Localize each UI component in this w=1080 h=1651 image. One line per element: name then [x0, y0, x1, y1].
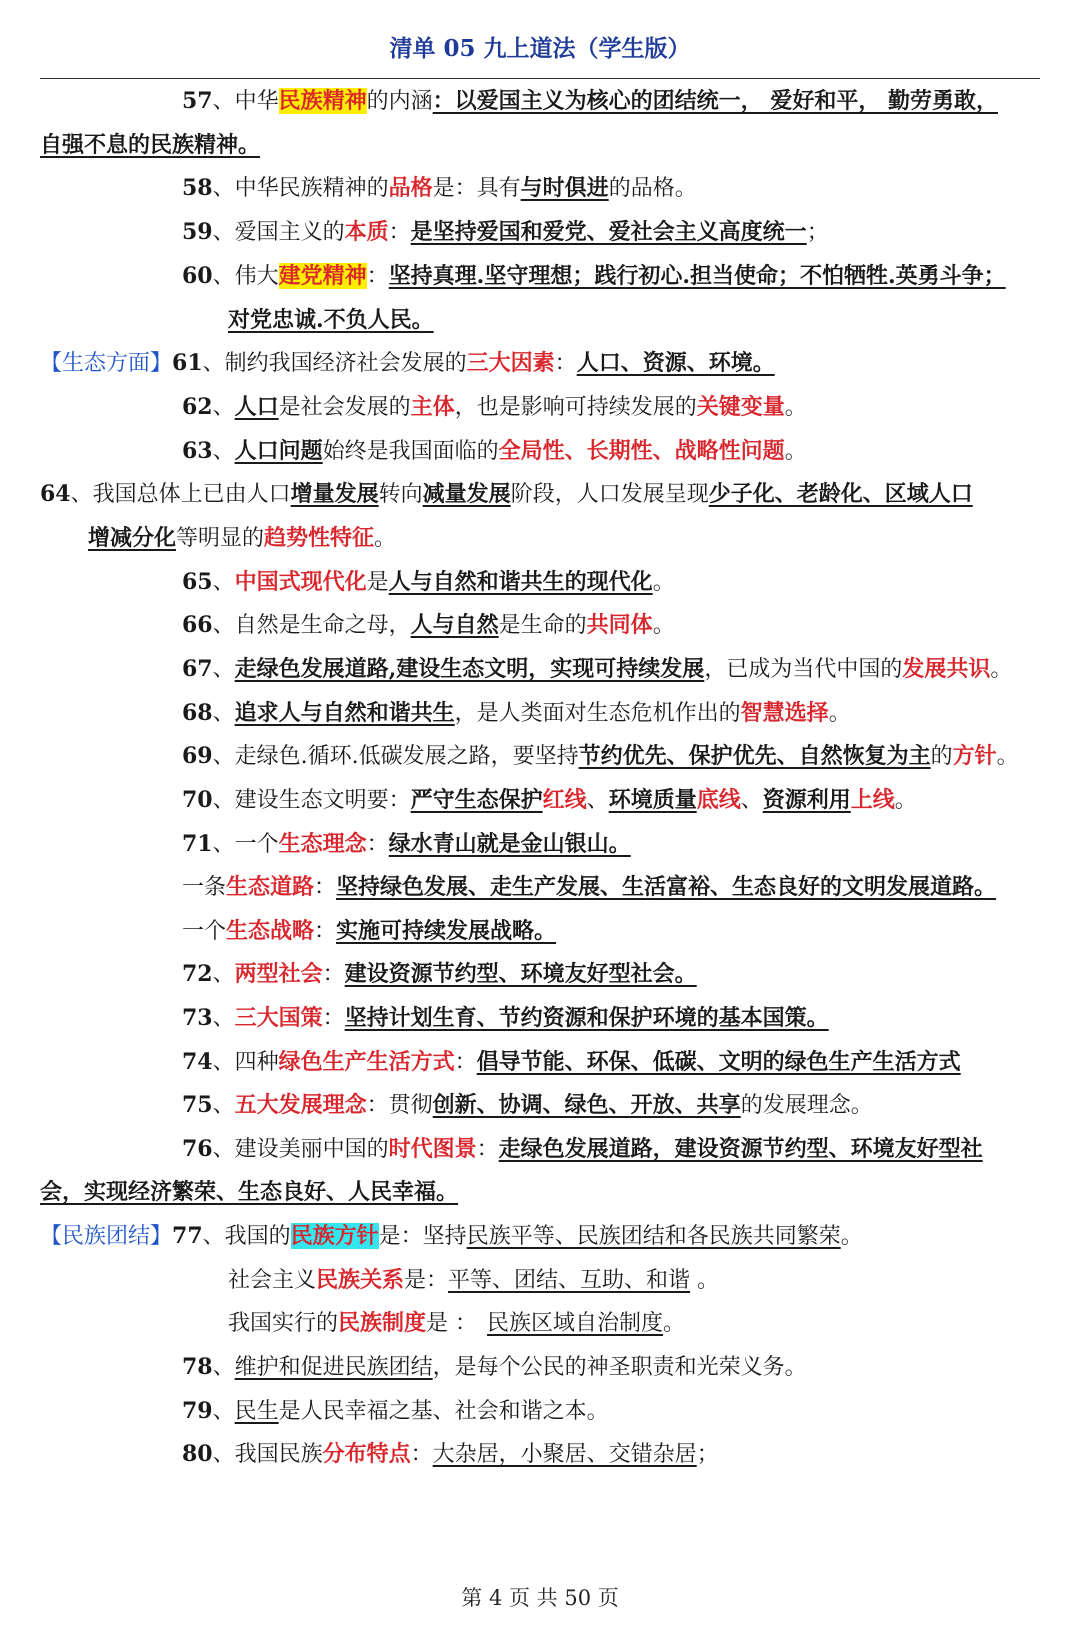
answer-blank: 自强不息的民族精神。 — [40, 132, 261, 158]
answer-blank: ：以爱国主义为核心的团结统一， 爱好和平， 勤劳勇敢， — [432, 88, 998, 114]
item-70: 70、建设生态文明要：严守生态保护红线、环境质量底线、资源利用上线。 — [182, 787, 917, 813]
item-59: 59、爱国主义的本质：是坚持爱国和爱党、爱社会主义高度统一； — [182, 219, 829, 245]
highlight-term: 民族方针 — [290, 1223, 379, 1249]
item-60-cont: 对党忠诚.不负人民。 — [228, 307, 434, 333]
highlight-term: 建党精神 — [278, 263, 367, 289]
item-68: 68、追求人与自然和谐共生，是人类面对生态危机作出的智慧选择。 — [182, 700, 851, 726]
item-71-road: 一条生态道路：坚持绿色发展、走生产发展、生活富裕、生态良好的文明发展道路。 — [182, 874, 997, 900]
item-67: 67、走绿色发展道路,建设生态文明，实现可持续发展，已成为当代中国的发展共识。 — [182, 656, 1013, 682]
item-77: 【民族团结】77、我国的民族方针是：坚持民族平等、民族团结和各民族共同繁荣。 — [40, 1223, 863, 1249]
item-72: 72、两型社会：建设资源节约型、环境友好型社会。 — [182, 961, 697, 987]
item-79: 79、民生是人民幸福之基、社会和谐之本。 — [182, 1398, 609, 1424]
item-65: 65、中国式现代化是人与自然和谐共生的现代化。 — [182, 569, 675, 595]
item-76: 76、建设美丽中国的时代图景：走绿色发展道路，建设资源节约型、环境友好型社 — [182, 1136, 983, 1162]
item-64: 64、我国总体上已由人口增量发展转向减量发展阶段，人口发展呈现少子化、老龄化、区域人口 — [40, 481, 973, 507]
highlight-term: 民族精神 — [278, 88, 367, 114]
item-58: 58、中华民族精神的品格是：具有与时俱进的品格。 — [182, 175, 697, 201]
item-80: 80、我国民族分布特点：大杂居，小聚居、交错杂居； — [182, 1441, 719, 1467]
item-75: 75、五大发展理念：贯彻创新、协调、绿色、开放、共享的发展理念。 — [182, 1092, 873, 1118]
item-71-strategy: 一个生态战略：实施可持续发展战略。 — [182, 918, 557, 944]
item-76-cont: 会，实现经济繁荣、生态良好、人民幸福。 — [40, 1179, 459, 1205]
header-rule — [40, 78, 1040, 79]
item-57-cont — [40, 130, 260, 160]
item-62: 62、人口是社会发展的主体，也是影响可持续发展的关键变量。 — [182, 394, 807, 420]
item-71: 71、一个生态理念：绿水青山就是金山银山。 — [182, 831, 631, 857]
section-tag-ethnic: 【民族团结】 — [40, 1224, 173, 1249]
item-57: 57、中华民族精神的内涵：以爱国主义为核心的团结统一， 爱好和平， 勤劳勇敢， — [182, 88, 998, 114]
item-60: 60、伟大建党精神：坚持真理.坚守理想；践行初心.担当使命；不怕牺牲.英勇斗争； — [182, 263, 1006, 289]
item-66: 66、自然是生命之母，人与自然是生命的共同体。 — [182, 612, 675, 638]
item-73: 73、三大国策：坚持计划生育、节约资源和保护环境的基本国策。 — [182, 1005, 829, 1031]
item-61: 【生态方面】61、制约我国经济社会发展的三大因素：人口、资源、环境。 — [40, 350, 775, 376]
section-tag-ecology: 【生态方面】 — [40, 351, 173, 376]
item-77-relations: 社会主义民族关系是：平等、团结、互助、和谐 。 — [228, 1267, 720, 1293]
item-77-system: 我国实行的民族制度是 ： 民族区域自治制度。 — [228, 1310, 686, 1336]
item-78: 78、维护和促进民族团结，是每个公民的神圣职责和光荣义务。 — [182, 1354, 807, 1380]
item-74: 74、四种绿色生产生活方式：倡导节能、环保、低碳、文明的绿色生产生活方式 — [182, 1049, 961, 1075]
item-69: 69、走绿色.循环.低碳发展之路，要坚持节约优先、保护优先、自然恢复为主的方针。 — [182, 743, 1019, 769]
page-footer: 第 4 页 共 50 页 — [461, 1586, 619, 1610]
document-title: 清单 05 九上道法（学生版） — [389, 35, 691, 62]
item-64-cont: 增减分化等明显的趋势性特征。 — [88, 525, 397, 551]
item-63: 63、人口问题始终是我国面临的全局性、长期性、战略性问题。 — [182, 438, 807, 464]
